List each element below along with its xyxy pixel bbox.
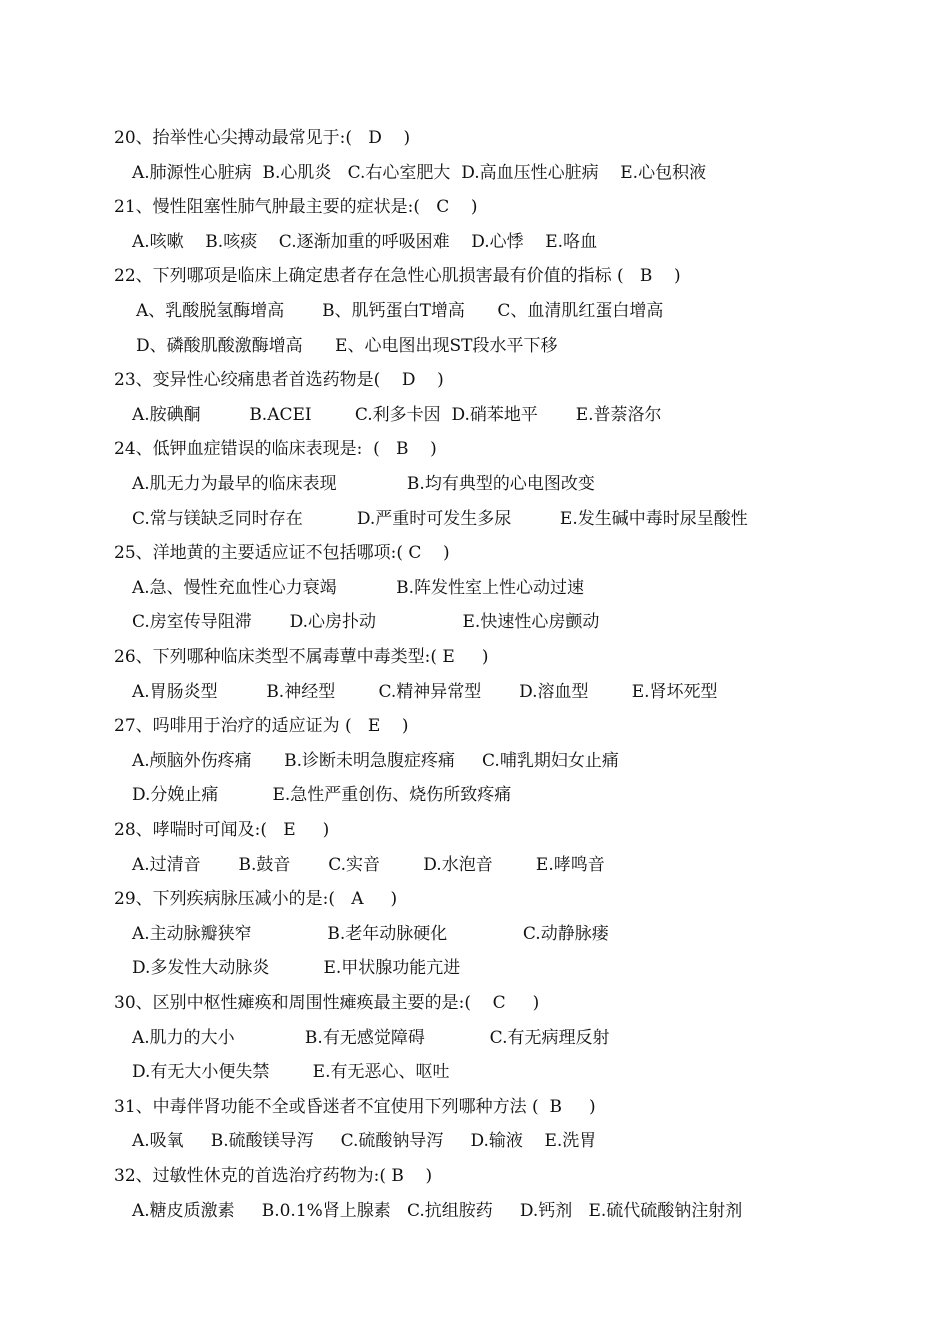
answer-options: D.分娩止痛 E.急性严重创伤、烧伤所致疼痛 xyxy=(132,785,512,805)
question-stem: 32、过敏性休克的首选治疗药物为:( B ) xyxy=(114,1166,433,1186)
question-stem: 28、哮喘时可闻及:( E ) xyxy=(114,820,330,840)
question-stem: 24、低钾血症错误的临床表现是: ( B ) xyxy=(114,439,437,459)
question-stem: 29、下列疾病脉压减小的是:( A ) xyxy=(114,889,398,909)
answer-options: A、乳酸脱氢酶增高 B、肌钙蛋白T增高 C、血清肌红蛋白增高 xyxy=(136,301,664,321)
question-stem: 30、区别中枢性瘫痪和周围性瘫痪最主要的是:( C ) xyxy=(114,993,540,1013)
question-stem: 23、变异性心绞痛患者首选药物是( D ) xyxy=(114,370,444,390)
question-stem: 27、吗啡用于治疗的适应证为 ( E ) xyxy=(114,716,409,736)
answer-options: A.主动脉瓣狭窄 B.老年动脉硬化 C.动静脉瘘 xyxy=(132,924,609,944)
answer-options: A.肌力的大小 B.有无感觉障碍 C.有无病理反射 xyxy=(132,1028,610,1048)
answer-options: A.咳嗽 B.咳痰 C.逐渐加重的呼吸困难 D.心悸 E.咯血 xyxy=(132,232,598,252)
answer-options: A.过清音 B.鼓音 C.实音 D.水泡音 E.哮鸣音 xyxy=(132,855,605,875)
question-stem: 31、中毒伴肾功能不全或昏迷者不宜使用下列哪种方法 ( B ) xyxy=(114,1097,596,1117)
question-stem: 25、洋地黄的主要适应证不包括哪项:( C ) xyxy=(114,543,450,563)
question-stem: 22、下列哪项是临床上确定患者存在急性心肌损害最有价值的指标 ( B ) xyxy=(114,266,681,286)
answer-options: D.多发性大动脉炎 E.甲状腺功能亢进 xyxy=(132,958,461,978)
answer-options: D.有无大小便失禁 E.有无恶心、呕吐 xyxy=(132,1062,450,1082)
answer-options: A.颅脑外伤疼痛 B.诊断未明急腹症疼痛 C.哺乳期妇女止痛 xyxy=(132,751,619,771)
answer-options: C.常与镁缺乏同时存在 D.严重时可发生多尿 E.发生碱中毒时尿呈酸性 xyxy=(132,509,748,529)
question-stem: 20、抬举性心尖搏动最常见于:( D ) xyxy=(114,128,411,148)
answer-options: A.急、慢性充血性心力衰竭 B.阵发性室上性心动过速 xyxy=(132,578,585,598)
answer-options: A.肺源性心脏病 B.心肌炎 C.右心室肥大 D.高血压性心脏病 E.心包积液 xyxy=(132,163,707,183)
answer-options: A.胃肠炎型 B.神经型 C.精神异常型 D.溶血型 E.肾坏死型 xyxy=(132,682,718,702)
answer-options: A.糖皮质激素 B.0.1%肾上腺素 C.抗组胺药 D.钙剂 E.硫代硫酸钠注射剂 xyxy=(132,1201,743,1221)
answer-options: A.吸氧 B.硫酸镁导泻 C.硫酸钠导泻 D.输液 E.洗胃 xyxy=(132,1131,597,1151)
answer-options: A.胺碘酮 B.ACEI C.利多卡因 D.硝苯地平 E.普萘洛尔 xyxy=(132,405,662,425)
question-stem: 21、慢性阻塞性肺气肿最主要的症状是:( C ) xyxy=(114,197,478,217)
answer-options: A.肌无力为最早的临床表现 B.均有典型的心电图改变 xyxy=(132,474,595,494)
answer-options: C.房室传导阻滞 D.心房扑动 E.快速性心房颤动 xyxy=(132,612,600,632)
question-stem: 26、下列哪种临床类型不属毒蕈中毒类型:( E ) xyxy=(114,647,489,667)
answer-options: D、磷酸肌酸激酶增高 E、心电图出现ST段水平下移 xyxy=(136,336,558,356)
